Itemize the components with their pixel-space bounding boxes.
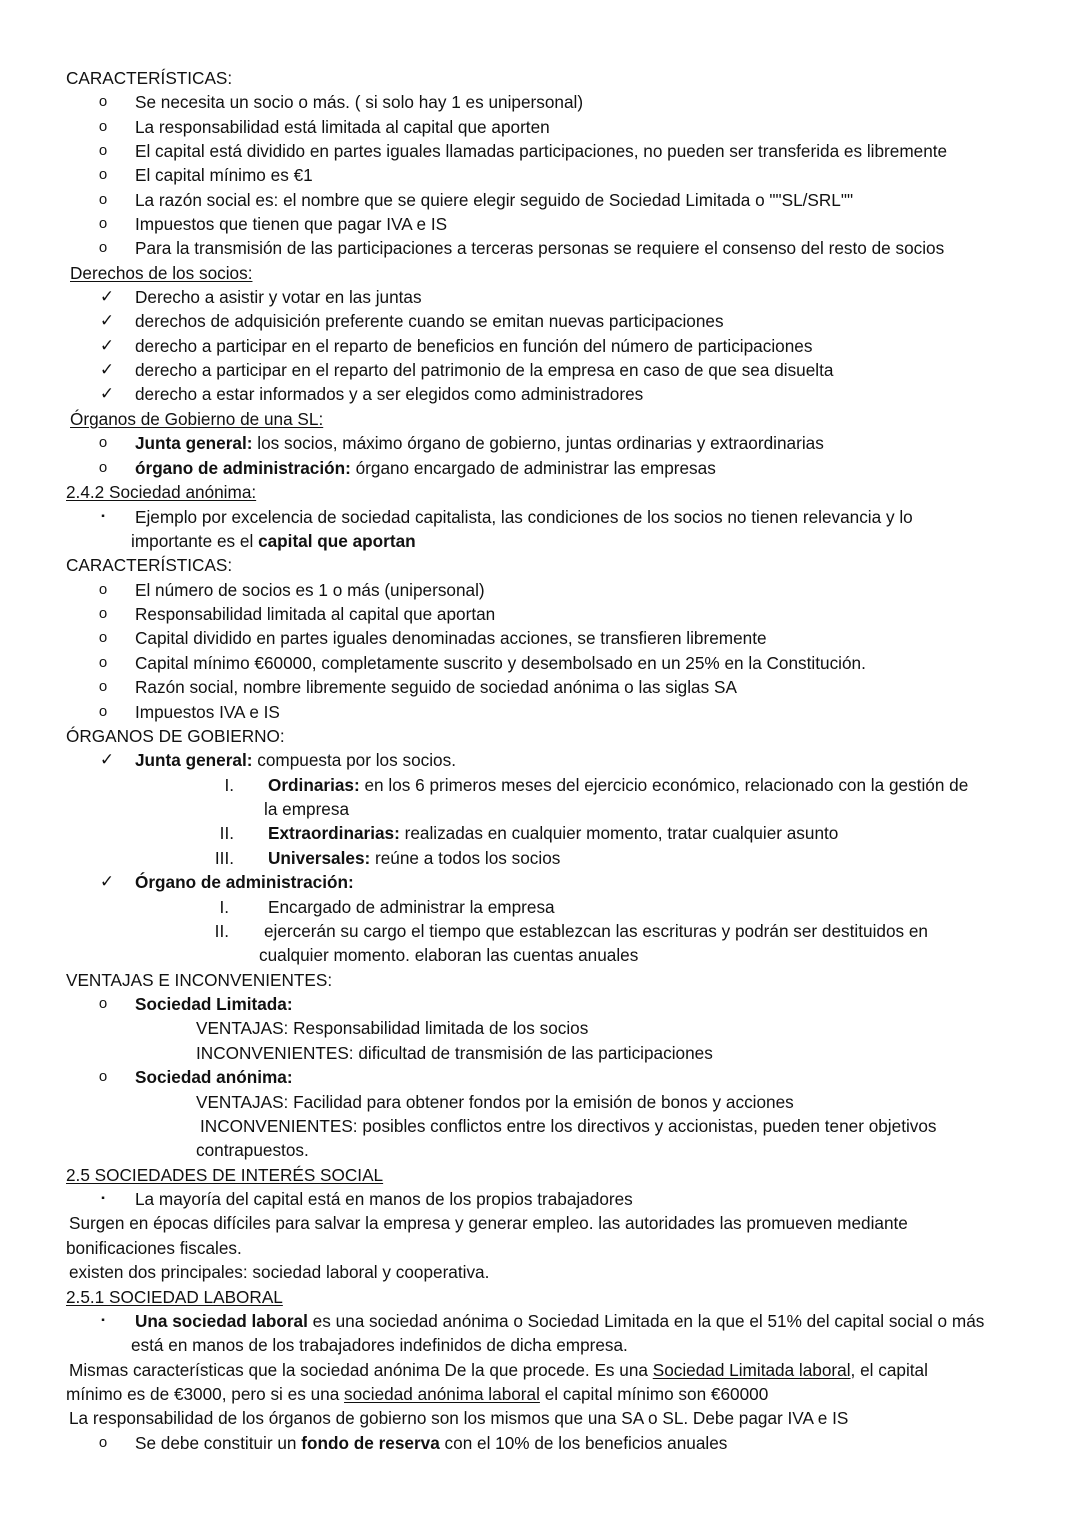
sa-characteristics-heading: CARACTERÍSTICAS:: [66, 555, 233, 575]
list-item-continuation: cualquier momento. elaboran las cuentas anuales: [259, 945, 639, 965]
circle-bullet-icon: o: [98, 1068, 108, 1085]
circle-bullet-icon: o: [98, 239, 108, 256]
paragraph-line: La responsabilidad de los órganos de gobierno son los mismos que una SA o SL. Debe pagar IVA e IS: [69, 1408, 849, 1428]
list-item: El capital mínimo es €1: [135, 165, 313, 185]
sa-intro-line: importante es el capital que aportan: [131, 531, 416, 551]
list-item: Junta general: los socios, máximo órgano de gobierno, juntas ordinarias y extraordinarias: [135, 433, 824, 453]
paragraph-line: mínimo es de €3000, pero si es una sociedad anónima laboral el capital mínimo son €60000: [66, 1384, 769, 1404]
circle-bullet-icon: o: [98, 459, 108, 476]
list-item: Impuestos que tienen que pagar IVA e IS: [135, 214, 448, 234]
list-item: Extraordinarias: realizadas en cualquier momento, tratar cualquier asunto: [268, 823, 839, 843]
list-item: El número de socios es 1 o más (unipersonal): [135, 580, 485, 600]
sl-disadvantages: INCONVENIENTES: dificultad de transmisión de las participaciones: [196, 1043, 713, 1063]
roman-numeral: I.: [224, 775, 234, 795]
circle-bullet-icon: o: [98, 703, 108, 720]
sl-organs-heading: Órganos de Gobierno de una SL:: [70, 409, 324, 429]
circle-bullet-icon: o: [98, 434, 108, 451]
list-item: ejercerán su cargo el tiempo que establezcan las escrituras y podrán ser destituidos en: [264, 921, 928, 941]
list-item: órgano de administración: órgano encargado de administrar las empresas: [135, 458, 716, 478]
sa-pros-cons-title: Sociedad anónima:: [135, 1067, 293, 1087]
sa-heading: 2.4.2 Sociedad anónima:: [66, 482, 257, 502]
roman-numeral: III.: [214, 848, 234, 868]
list-item: Capital dividido en partes iguales denominadas acciones, se transfieren libremente: [135, 628, 767, 648]
circle-bullet-icon: o: [98, 142, 108, 159]
list-item: Para la transmisión de las participaciones a terceras personas se requiere el consenso del resto de socios: [135, 238, 945, 258]
laboral-bullet: Una sociedad laboral es una sociedad anónima o Sociedad Limitada en la que el 51% del capital social o más: [135, 1311, 985, 1331]
circle-bullet-icon: o: [98, 654, 108, 671]
circle-bullet-icon: o: [98, 215, 108, 232]
social-bullet: La mayoría del capital está en manos de los propios trabajadores: [135, 1189, 633, 1209]
list-item: Razón social, nombre libremente seguido de sociedad anónima o las siglas SA: [135, 677, 737, 697]
list-item: El capital está dividido en partes iguales llamadas participaciones, no pueden ser transferida es libremente: [135, 141, 948, 161]
circle-bullet-icon: o: [98, 118, 108, 135]
sl-pros-cons-title: Sociedad Limitada:: [135, 994, 293, 1014]
sl-rights-heading: Derechos de los socios:: [70, 263, 253, 283]
roman-numeral: II.: [214, 921, 229, 941]
list-item: Impuestos IVA e IS: [135, 702, 280, 722]
list-item: Responsabilidad limitada al capital que aportan: [135, 604, 496, 624]
laboral-reserve-fund: Se debe constituir un fondo de reserva con el 10% de los beneficios anuales: [135, 1433, 728, 1453]
circle-bullet-icon: o: [98, 581, 108, 598]
paragraph-line: bonificaciones fiscales.: [66, 1238, 242, 1258]
circle-bullet-icon: o: [98, 93, 108, 110]
checkmark-icon: ✓: [99, 336, 115, 355]
square-bullet-icon: ▪: [101, 1315, 105, 1326]
circle-bullet-icon: o: [98, 1434, 108, 1451]
list-item: Se necesita un socio o más. ( si solo hay 1 es unipersonal): [135, 92, 584, 112]
laboral-bullet-continuation: está en manos de los trabajadores indefinidos de dicha empresa.: [131, 1335, 628, 1355]
list-item: La responsabilidad está limitada al capital que aporten: [135, 117, 550, 137]
paragraph-line: Mismas características que la sociedad anónima De la que procede. Es una Sociedad Limitada laboral, el capital: [69, 1360, 928, 1380]
paragraph-line: Surgen en épocas difíciles para salvar la empresa y generar empleo. las autoridades las promueven mediante: [69, 1213, 908, 1233]
checkmark-icon: ✓: [99, 384, 115, 403]
sa-intro-line: Ejemplo por excelencia de sociedad capitalista, las condiciones de los socios no tienen relevancia y lo: [135, 507, 913, 527]
checkmark-icon: ✓: [99, 872, 115, 891]
circle-bullet-icon: o: [98, 678, 108, 695]
list-item: Encargado de administrar la empresa: [268, 897, 555, 917]
sl-characteristics-heading: CARACTERÍSTICAS:: [66, 68, 233, 88]
list-item: Universales: reúne a todos los socios: [268, 848, 561, 868]
sa-disadvantages-continuation: contrapuestos.: [196, 1140, 309, 1160]
roman-numeral: I.: [219, 897, 229, 917]
circle-bullet-icon: o: [98, 629, 108, 646]
list-item: Capital mínimo €60000, completamente suscrito y desembolsado en un 25% en la Constitución.: [135, 653, 866, 673]
sa-junta-general: Junta general: compuesta por los socios.: [135, 750, 456, 770]
pros-cons-heading: VENTAJAS E INCONVENIENTES:: [66, 970, 333, 990]
roman-numeral: II.: [219, 823, 234, 843]
sa-disadvantages: INCONVENIENTES: posibles conflictos entre los directivos y accionistas, pueden tener objetivos: [200, 1116, 937, 1136]
circle-bullet-icon: o: [98, 605, 108, 622]
circle-bullet-icon: o: [98, 995, 108, 1012]
list-item: derechos de adquisición preferente cuando se emitan nuevas participaciones: [135, 311, 724, 331]
sa-organs-heading: ÓRGANOS DE GOBIERNO:: [66, 726, 285, 746]
list-item: Derecho a asistir y votar en las juntas: [135, 287, 422, 307]
checkmark-icon: ✓: [99, 311, 115, 330]
paragraph-line: existen dos principales: sociedad laboral y cooperativa.: [69, 1262, 490, 1282]
list-item: La razón social es: el nombre que se quiere elegir seguido de Sociedad Limitada o ""SL/SRL"": [135, 190, 854, 210]
checkmark-icon: ✓: [99, 750, 115, 769]
circle-bullet-icon: o: [98, 191, 108, 208]
checkmark-icon: ✓: [99, 360, 115, 379]
sa-advantages: VENTAJAS: Facilidad para obtener fondos por la emisión de bonos y acciones: [196, 1092, 794, 1112]
circle-bullet-icon: o: [98, 166, 108, 183]
list-item: derecho a estar informados y a ser elegidos como administradores: [135, 384, 644, 404]
square-bullet-icon: ▪: [101, 1193, 105, 1204]
list-item: derecho a participar en el reparto del patrimonio de la empresa en caso de que sea disuelta: [135, 360, 834, 380]
sa-admin-organ: Órgano de administración:: [135, 872, 354, 892]
sl-advantages: VENTAJAS: Responsabilidad limitada de los socios: [196, 1018, 589, 1038]
list-item-continuation: la empresa: [264, 799, 350, 819]
list-item: derecho a participar en el reparto de beneficios en función del número de participaciones: [135, 336, 813, 356]
laboral-heading: 2.5.1 SOCIEDAD LABORAL: [66, 1287, 283, 1307]
square-bullet-icon: ▪: [101, 511, 105, 522]
checkmark-icon: ✓: [99, 287, 115, 306]
social-interest-heading: 2.5 SOCIEDADES DE INTERÉS SOCIAL: [66, 1165, 384, 1185]
list-item: Ordinarias: en los 6 primeros meses del ejercicio económico, relacionado con la gestión de: [268, 775, 969, 795]
